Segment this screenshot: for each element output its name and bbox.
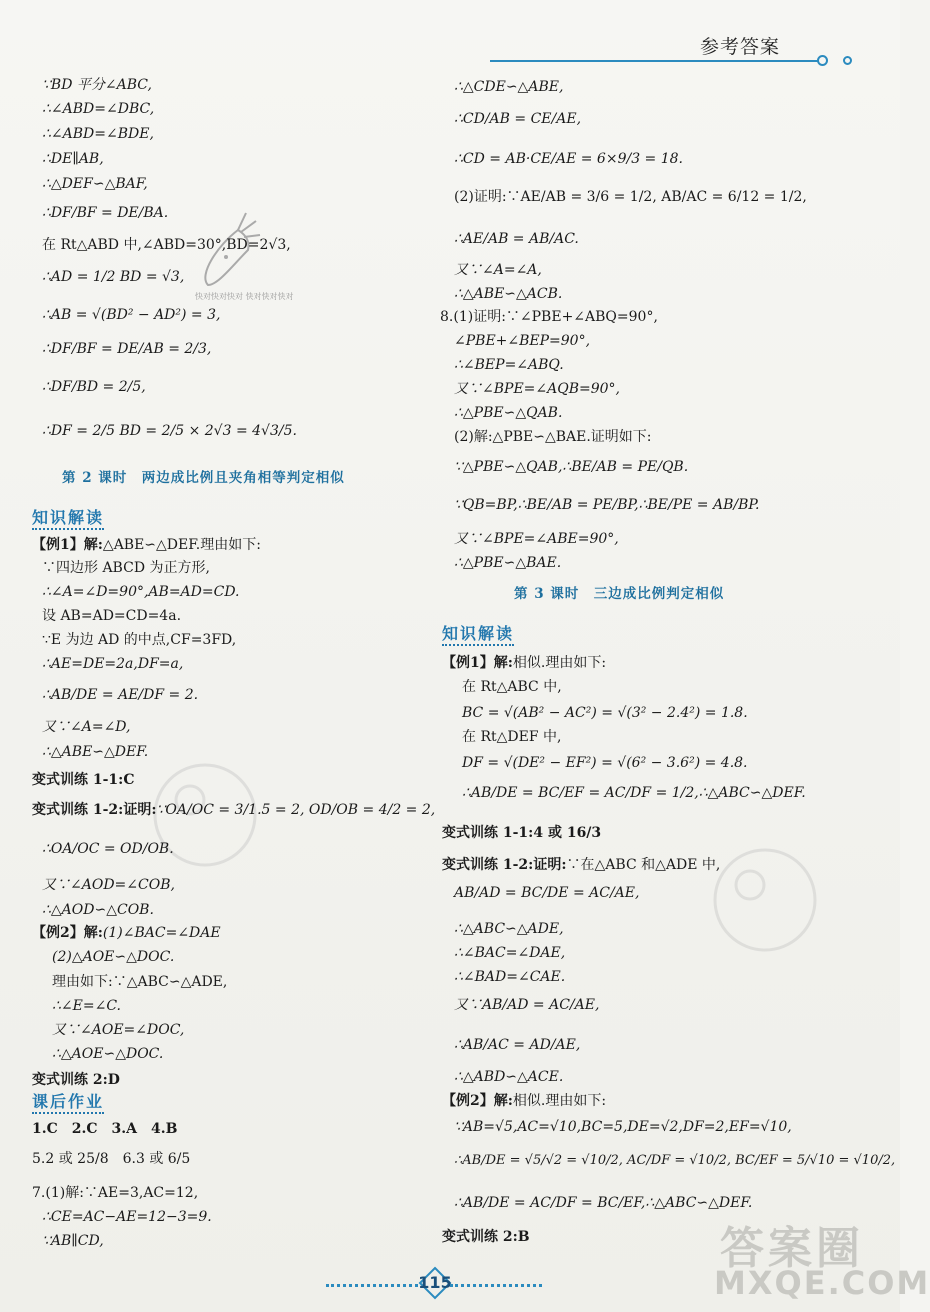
text-line: △ABE∽△DEF.理由如下:	[102, 537, 261, 553]
text-line: ∴AB/DE = AC/DF = BC/EF,∴△ABC∽△DEF.	[454, 1195, 753, 1211]
text-line: ∴DE∥AB,	[42, 151, 104, 167]
text-line: ∴∠E=∠C.	[52, 998, 121, 1014]
section-title: 第 3 课时 三边成比例判定相似	[514, 586, 725, 602]
text-line: ∴∠ABD=∠DBC,	[42, 101, 155, 117]
text-line: ∴AB = √(BD² − AD²) = 3,	[42, 307, 221, 323]
text-line: ∴AE=DE=2a,DF=a,	[42, 656, 184, 672]
example-label: 【例1】解:	[32, 537, 103, 553]
text-line: 相似.理由如下:	[512, 655, 607, 671]
text-line: ∴DF/BD = 2/5,	[42, 379, 146, 395]
text-line: ∴CE=AC−AE=12−3=9.	[42, 1209, 212, 1225]
variant-answer: 变式训练 2:D	[32, 1072, 120, 1088]
text-line: ∴∠BEP=∠ABQ.	[454, 357, 564, 373]
text-line: AB/AD = BC/DE = AC/AE,	[454, 885, 640, 901]
watermark-url: MXQE.COM	[714, 1264, 930, 1302]
text-line: ∴AB/DE = √5/√2 = √10/2, AC/DF = √10/2, BC/EF = 5/√10 = √10/2,	[454, 1153, 896, 1168]
variant-answer: 变式训练 1-1:C	[32, 772, 135, 788]
text-line: ∴△ABD∽△ACE.	[454, 1069, 564, 1085]
text-line: ∠PBE+∠BEP=90°,	[454, 333, 591, 349]
text-line: 又∵∠AOD=∠COB,	[42, 877, 175, 893]
text-line: (2)证明:∵AE/AB = 3/6 = 1/2, AB/AC = 6/12 = 1/2,	[454, 189, 807, 205]
text-line: ∴∠BAC=∠DAE,	[454, 945, 566, 961]
text-line: 又∵∠BPE=∠AQB=90°,	[454, 381, 620, 397]
section-label: 知识解读	[32, 510, 104, 530]
text-line: ∵QB=BP,∴BE/AB = PE/BP,∴BE/PE = AB/BP.	[454, 497, 760, 513]
section-title: 第 2 课时 两边成比例且夹角相等判定相似	[62, 470, 345, 486]
example-label: 【例2】解:	[32, 925, 103, 941]
variant-label: 变式训练 1-2:证明:	[442, 857, 567, 873]
text-line: 设 AB=AD=CD=4a.	[42, 608, 182, 624]
text-line: ∴DF/BF = DE/AB = 2/3,	[42, 341, 212, 357]
header-dot-icon	[843, 56, 852, 65]
text-line: ∴△AOE∽△DOC.	[52, 1046, 164, 1062]
text-line: 7.(1)解:∵AE=3,AC=12,	[32, 1185, 199, 1201]
text-line: ∵AB∥CD,	[42, 1233, 104, 1249]
section-label: 课后作业	[32, 1094, 104, 1114]
text-line: ∴DF = 2/5 BD = 2/5 × 2√3 = 4√3/5.	[42, 423, 297, 439]
text-line: ∵△PBE∽△QAB,∴BE/AB = PE/QB.	[454, 459, 689, 475]
text-line: ∴AB/DE = BC/EF = AC/DF = 1/2,∴△ABC∽△DEF.	[462, 785, 806, 801]
text-line: ∴△ABE∽△DEF.	[42, 744, 149, 760]
text-line: 又∵∠AOE=∠DOC,	[52, 1022, 185, 1038]
text-line: 在 Rt△ABC 中,	[462, 679, 562, 695]
text-line: (2)△AOE∽△DOC.	[52, 949, 175, 965]
text-line: ∴CD = AB·CE/AE = 6×9/3 = 18.	[454, 151, 683, 167]
text-line: ∴∠BAD=∠CAE.	[454, 969, 566, 985]
text-line: 在 Rt△DEF 中,	[462, 729, 562, 745]
text-line: ∴OA/OC = OD/OB.	[42, 841, 174, 857]
watermark	[700, 1212, 930, 1308]
text-line: ∴△ABE∽△ACB.	[454, 286, 563, 302]
footer-rule	[450, 1284, 542, 1287]
text-line: ∵四边形 ABCD 为正方形,	[42, 560, 210, 576]
carrot-stamp-icon	[188, 205, 268, 305]
text-line: ∴∠ABD=∠BDE,	[42, 126, 154, 142]
text-line: ∴△PBE∽△QAB.	[454, 405, 563, 421]
text-line: ∴AE/AB = AB/AC.	[454, 231, 579, 247]
text-line: ∵在△ABC 和△ADE 中,	[566, 857, 721, 873]
header-dot-icon	[817, 55, 828, 66]
text-line: ∵E 为边 AD 的中点,CF=3FD,	[42, 632, 237, 648]
variant-answer: 变式训练 2:B	[442, 1229, 530, 1245]
example-label: 【例1】解:	[442, 655, 513, 671]
text-line: ∴△AOD∽△COB.	[42, 902, 154, 918]
text-line: ∴△CDE∽△ABE,	[454, 79, 564, 95]
watermark-text: 答案圈	[720, 1223, 864, 1274]
text-line: 又∵∠BPE=∠ABE=90°,	[454, 531, 619, 547]
page-number	[418, 1266, 452, 1300]
answer-line: 5.2 或 25/8 6.3 或 6/5	[32, 1151, 191, 1167]
text-line: ∴CD/AB = CE/AE,	[454, 111, 582, 127]
text-line: BC = √(AB² − AC²) = √(3² − 2.4²) = 1.8.	[462, 705, 748, 721]
answer-line: 1.C 2.C 3.A 4.B	[32, 1121, 178, 1137]
page-header	[500, 30, 860, 70]
text-line: ∴AB/AC = AD/AE,	[454, 1037, 581, 1053]
text-line: (2)解:△PBE∽△BAE.证明如下:	[454, 429, 652, 445]
text-line: ∴AB/DE = AE/DF = 2.	[42, 687, 199, 703]
text-line: ∴△PBE∽△BAE.	[454, 555, 562, 571]
example-label: 【例2】解:	[442, 1093, 513, 1109]
text-line: ∵AB=√5,AC=√10,BC=5,DE=√2,DF=2,EF=√10,	[454, 1119, 792, 1135]
stamp-text: 快对快对快对 快对快对快对	[195, 292, 294, 301]
variant-answer: 变式训练 1-1:4 或 16/3	[442, 825, 602, 841]
text-line: 理由如下:∵△ABC∽△ADE,	[52, 974, 228, 990]
text-line: ∴DF/BF = DE/BA.	[42, 205, 169, 221]
text-line: ∴∠A=∠D=90°,AB=AD=CD.	[42, 584, 240, 600]
text-line: ∴△DEF∽△BAF,	[42, 176, 148, 192]
text-line: ∴AD = 1/2 BD = √3,	[42, 269, 185, 285]
header-title: 参考答案	[699, 36, 780, 58]
text-line: 又∵∠A=∠D,	[42, 719, 131, 735]
section-label: 知识解读	[442, 626, 514, 646]
stamp-circle-icon	[710, 845, 820, 955]
text-line: ∴△ABC∽△ADE,	[454, 921, 564, 937]
text-line: DF = √(DE² − EF²) = √(6² − 3.6²) = 4.8.	[462, 755, 748, 771]
text-line: (1)∠BAC=∠DAE	[102, 925, 221, 941]
text-line: 8.(1)证明:∵∠PBE+∠ABQ=90°,	[440, 309, 658, 325]
text-line: 在 Rt△ABD 中,∠ABD=30°,BD=2√3,	[42, 237, 291, 253]
text-line: ∵BD 平分∠ABC,	[42, 77, 152, 93]
text-line: 又∵AB/AD = AC/AE,	[454, 997, 600, 1013]
footer-rule	[326, 1284, 418, 1287]
text-line: 又∵∠A=∠A,	[454, 262, 542, 278]
text-line: 相似.理由如下:	[512, 1093, 607, 1109]
variant-label: 变式训练 1-2:证明:	[32, 802, 157, 818]
header-rule	[490, 60, 820, 62]
page-number-text: 115	[418, 1273, 452, 1292]
text-line: ∵OA/OC = 3/1.5 = 2, OD/OB = 4/2 = 2,	[156, 802, 436, 818]
